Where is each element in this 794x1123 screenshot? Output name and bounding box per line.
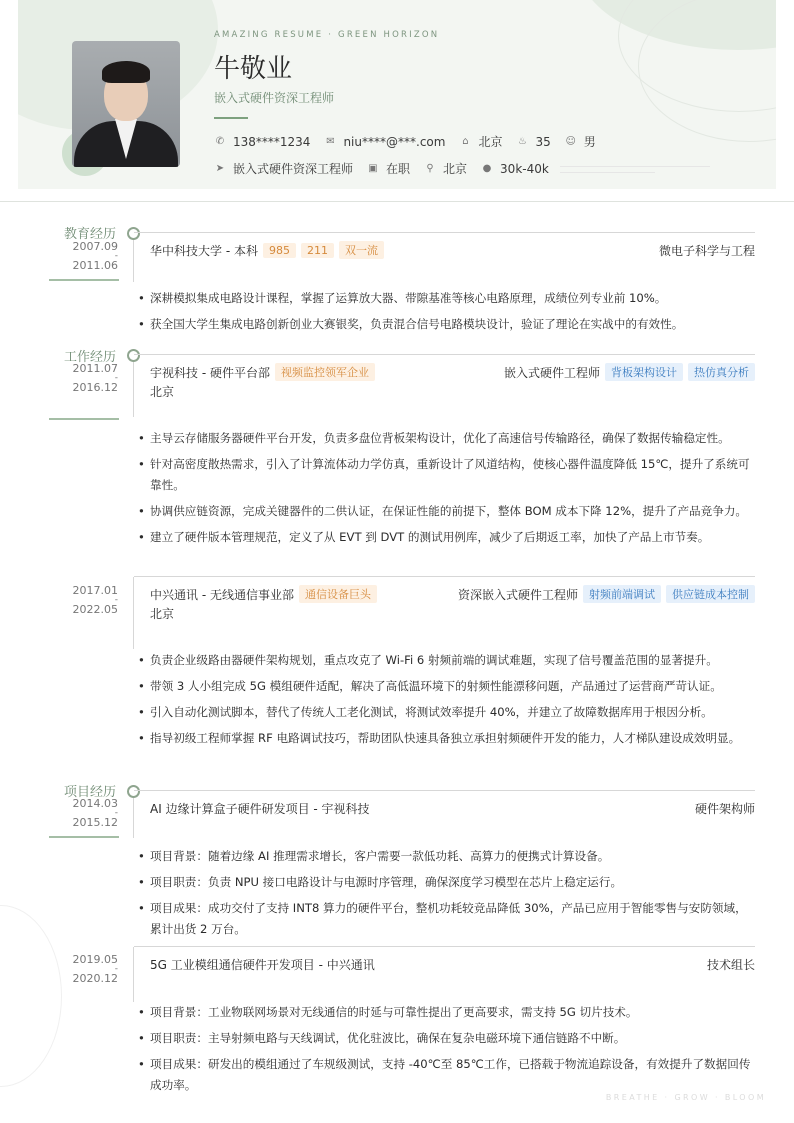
- proj2-dates: 2019.05 - 2020.12: [72, 953, 118, 985]
- intent-item: [214, 160, 353, 177]
- edu-tag: 211: [301, 243, 334, 258]
- work2-bullets: [138, 650, 756, 754]
- list-item: • 负责企业级路由器硬件架构规划，重点攻克了 Wi-Fi 6 射频前端的调试难题，实现了信号覆盖范围的显著提升。: [138, 650, 756, 671]
- city-item: [424, 160, 467, 177]
- work2-role: 资深嵌入式硬件工程师: [457, 587, 578, 602]
- proj1-role: 硬件架构师: [694, 802, 755, 816]
- proj1-name: AI 边缘计算盒子硬件研发项目 - 宇视科技: [150, 802, 370, 816]
- section-title-education: 教育经历: [63, 227, 116, 242]
- list-item: • 指导初级工程师掌握 RF 电路调试技巧，帮助团队快速具备独立承担射频硬件开发的能力，人才梯队建设成效明显。: [138, 728, 756, 749]
- skill-tag: 射频前端调试: [583, 585, 661, 603]
- home-icon: ⌂: [462, 136, 469, 147]
- list-item: • 获全国大学生集成电路创新创业大赛银奖，负责混合信号电路模块设计，验证了理论在实战中的有效性。: [138, 314, 756, 335]
- phone-text: 138****1234: [233, 134, 311, 149]
- proj2-bullets: [138, 1002, 756, 1101]
- hometown-item: [459, 133, 502, 150]
- work1-location: 北京: [150, 385, 175, 399]
- avatar-photo: [72, 41, 180, 167]
- entry-divider: [134, 946, 755, 947]
- list-item: • 项目职责：负责 NPU 接口电路设计与电源时序管理，确保深度学习模型在芯片上稳定运行。: [138, 872, 756, 893]
- salary-item: [481, 162, 549, 176]
- list-item: • 项目职责：主导射频电路与天线调试，优化驻波比，确保在复杂电磁环境下通信链路不中断。: [138, 1028, 756, 1049]
- timeline-line: [133, 947, 134, 1002]
- list-item: • 深耕模拟集成电路设计课程，掌握了运算放大器、带隙基准等核心电路原理，成绩位列专业前 10%。: [138, 288, 756, 309]
- footer-tagline: BREATHE · GROW · BLOOM: [605, 1093, 766, 1102]
- title-underline: [214, 117, 248, 119]
- gender-icon: ☺: [565, 136, 576, 147]
- timeline-line: [133, 798, 134, 838]
- list-item: • 协调供应链资源，完成关键器件的二供认证，在保证性能的前提下，整体 BOM 成本下降 12%，提升了产品竞争力。: [138, 501, 756, 522]
- list-item: • 项目成果：成功交付了支持 INT8 算力的硬件平台，整机功耗较竞品降低 30%，产品已应用于智能零售与安防领域，累计出货 2 万台。: [138, 898, 756, 940]
- status-item: [367, 160, 410, 177]
- cake-icon: ♨: [517, 136, 527, 147]
- age-text: 35: [535, 134, 551, 149]
- brand-tagline: AMAZING RESUME · GREEN HORIZON: [214, 30, 440, 40]
- proj1-head: [150, 800, 755, 817]
- list-item: • 项目背景：工业物联网场景对无线通信的时延与可靠性提出了更高要求，需支持 5G 切片技术。: [138, 1002, 756, 1023]
- list-item: • 项目成果：研发出的模组通过了车规级测试，支持 -40℃至 85℃工作，已搭载于物流追踪设备，有效提升了数据回传成功率。: [138, 1054, 756, 1096]
- header-divider: [0, 201, 794, 202]
- edu-entry-head: [150, 241, 755, 259]
- skill-tag: 背板架构设计: [605, 363, 683, 381]
- salary-text: 30k-40k: [500, 161, 549, 176]
- timeline-dot: [127, 785, 140, 798]
- list-item: • 带领 3 人小组完成 5G 模组硬件适配，解决了高低温环境下的射频性能漂移问题，产品通过了运营商严苛认证。: [138, 676, 756, 697]
- edu-tag: 985: [263, 243, 296, 258]
- job-intent-row: [214, 160, 563, 177]
- timeline-line: [133, 240, 134, 282]
- company-tag: 通信设备巨头: [299, 585, 377, 603]
- work1-role: 嵌入式硬件工程师: [503, 365, 600, 380]
- proj2-head: [150, 956, 755, 973]
- email-icon: ✉: [326, 136, 335, 147]
- entry-divider: [134, 576, 755, 577]
- phone-item: [214, 135, 310, 149]
- entry-divider: [134, 790, 755, 791]
- candidate-title: 嵌入式硬件资深工程师: [214, 91, 335, 105]
- decor-circle: [0, 905, 62, 1087]
- entry-divider: [134, 354, 755, 355]
- gender-item: [565, 133, 596, 150]
- edu-school: 华中科技大学 - 本科: [150, 243, 258, 258]
- company-tag: 视频监控领军企业: [275, 363, 375, 381]
- city-text: 北京: [443, 162, 468, 176]
- date-underline: [49, 418, 119, 420]
- section-title-projects: 项目经历: [63, 785, 116, 800]
- send-icon: ➤: [215, 163, 225, 174]
- list-item: • 建立了硬件版本管理规范，定义了从 EVT 到 DVT 的测试用例库，减少了后期返工率，加快了产品上市节奏。: [138, 527, 756, 548]
- work1-company: 宇视科技 - 硬件平台部: [150, 365, 270, 380]
- timeline-dot: [127, 349, 140, 362]
- work2-dates: 2017.01 - 2022.05: [72, 584, 118, 616]
- timeline-line: [133, 362, 134, 417]
- phone-icon: ✆: [215, 136, 225, 147]
- skill-tag: 热仿真分析: [688, 363, 755, 381]
- email-text: niu****@***.com: [343, 134, 446, 149]
- timeline-line: [133, 577, 134, 649]
- briefcase-icon: ▣: [368, 163, 378, 174]
- list-item: • 主导云存储服务器硬件平台开发，负责多盘位背板架构设计，优化了高速信号传输路径，确保了数据传输稳定性。: [138, 428, 756, 449]
- gender-text: 男: [583, 135, 596, 149]
- skill-tag: 供应链成本控制: [666, 585, 755, 603]
- decor-line: [560, 166, 710, 167]
- candidate-name: 牛敬业: [214, 54, 293, 84]
- list-item: • 针对高密度散热需求，引入了计算流体动力学仿真，重新设计了风道结构，使核心器件温度降低 15℃，提升了系统可靠性。: [138, 454, 756, 496]
- salary-icon: ●: [482, 163, 492, 174]
- work2-location: 北京: [150, 607, 175, 621]
- edu-major: 微电子科学与工程: [658, 243, 755, 258]
- work1-head: [150, 363, 755, 381]
- header-decor: [638, 0, 776, 142]
- timeline-dot: [127, 227, 140, 240]
- proj1-dates: 2014.03 - 2015.12: [72, 797, 118, 829]
- location-icon: ⚲: [426, 163, 434, 174]
- proj2-role: 技术组长: [706, 958, 755, 972]
- entry-divider: [134, 232, 755, 233]
- intent-text: 嵌入式硬件资深工程师: [233, 162, 354, 176]
- edu-bullets: [138, 288, 756, 340]
- hometown-text: 北京: [478, 135, 503, 149]
- contact-row: [214, 133, 610, 150]
- decor-line: [560, 172, 655, 173]
- date-underline: [49, 279, 119, 281]
- proj2-name: 5G 工业模组通信硬件开发项目 - 中兴通讯: [150, 958, 375, 972]
- list-item: • 项目背景：随着边缘 AI 推理需求增长，客户需要一款低功耗、高算力的便携式计算设备。: [138, 846, 756, 867]
- work2-head: [150, 585, 755, 603]
- list-item: • 引入自动化测试脚本，替代了传统人工老化测试，将测试效率提升 40%，并建立了故障数据库用于根因分析。: [138, 702, 756, 723]
- status-text: 在职: [386, 162, 411, 176]
- date-underline: [49, 836, 119, 838]
- edu-dates: 2007.09 - 2011.06: [72, 240, 118, 272]
- work2-company: 中兴通讯 - 无线通信事业部: [150, 587, 294, 602]
- work1-dates: 2011.07 - 2016.12: [72, 362, 118, 394]
- edu-tag: 双一流: [339, 241, 384, 259]
- proj1-bullets: [138, 846, 756, 945]
- email-item: [324, 135, 445, 149]
- section-title-work: 工作经历: [63, 350, 116, 365]
- work1-bullets: [138, 428, 756, 553]
- age-item: [516, 135, 550, 149]
